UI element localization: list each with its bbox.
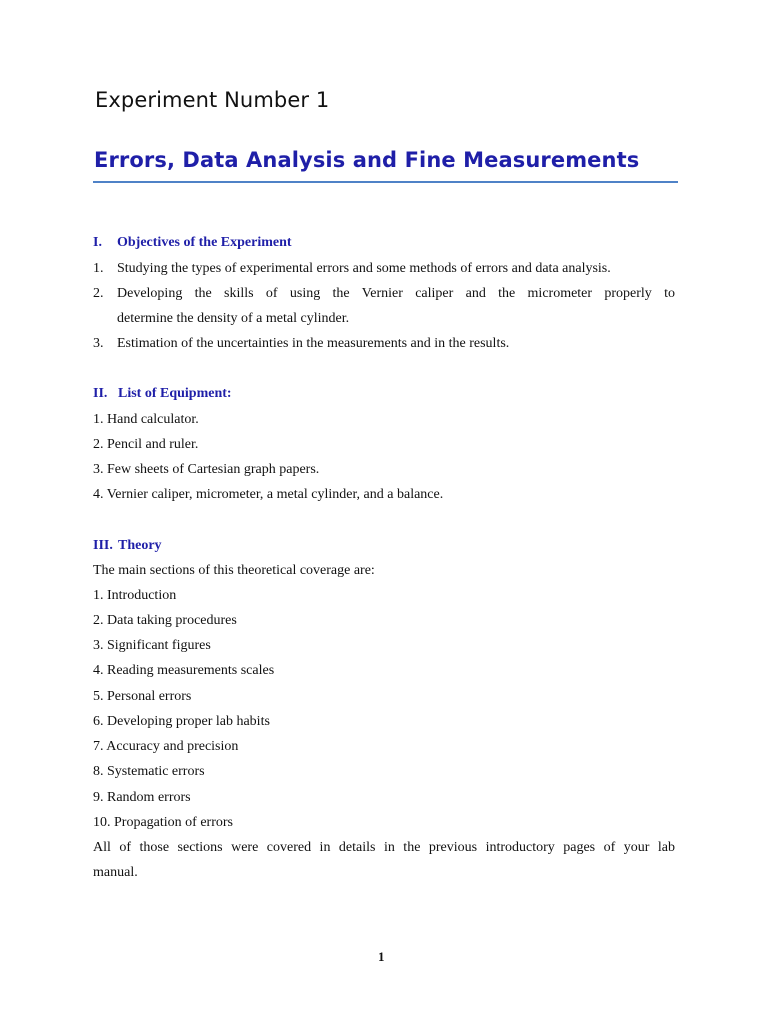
page-number: 1 (378, 949, 385, 964)
theory-list-item: 1. Introduction (93, 588, 177, 603)
section-theory-number: III. (93, 538, 113, 553)
objective-item-text: Estimation of the uncertainties in the measurements and in the results. (117, 336, 510, 351)
theory-list-item: 6. Developing proper lab habits (93, 714, 270, 729)
theory-list-item: 9. Random errors (93, 790, 191, 805)
equipment-item: 4. Vernier caliper, micrometer, a metal cylinder, and a balance. (93, 487, 444, 502)
section-equipment-number: II. (93, 386, 108, 401)
title-underline-rule (93, 181, 678, 183)
equipment-item: 3. Few sheets of Cartesian graph papers. (93, 462, 320, 477)
section-equipment-heading: List of Equipment: (118, 386, 232, 401)
theory-intro: The main sections of this theoretical coverage are: (93, 563, 375, 578)
section-objectives-heading: Objectives of the Experiment (117, 235, 292, 250)
section-theory-heading: Theory (118, 538, 162, 553)
theory-list-item: 8. Systematic errors (93, 764, 205, 779)
theory-list-item: 3. Significant figures (93, 638, 211, 653)
theory-list-item: 10. Propagation of errors (93, 815, 233, 830)
objective-item-number: 2. (93, 286, 104, 301)
objective-item-number: 1. (93, 261, 104, 276)
theory-list-item: 4. Reading measurements scales (93, 663, 275, 678)
theory-list-item: 2. Data taking procedures (93, 613, 237, 628)
objective-item-text: Studying the types of experimental errors and some methods of errors and data analysis. (117, 261, 611, 276)
equipment-item: 2. Pencil and ruler. (93, 437, 199, 452)
theory-closing-line: manual. (93, 865, 138, 880)
objective-item-text-line: determine the density of a metal cylinder. (117, 311, 350, 326)
theory-list-item: 5. Personal errors (93, 689, 192, 704)
objective-item-number: 3. (93, 336, 104, 351)
theory-list-item: 7. Accuracy and precision (93, 739, 239, 754)
experiment-title: Experiment Number 1 (95, 88, 330, 112)
theory-closing-line: All of those sections were covered in details in the previous introductory pages of your lab (93, 840, 675, 855)
equipment-item: 1. Hand calculator. (93, 412, 199, 427)
experiment-subtitle: Errors, Data Analysis and Fine Measurements (94, 148, 640, 172)
objective-item-text-line: Developing the skills of using the Vernier caliper and the micrometer properly to (117, 286, 675, 301)
section-objectives-number: I. (93, 235, 102, 250)
